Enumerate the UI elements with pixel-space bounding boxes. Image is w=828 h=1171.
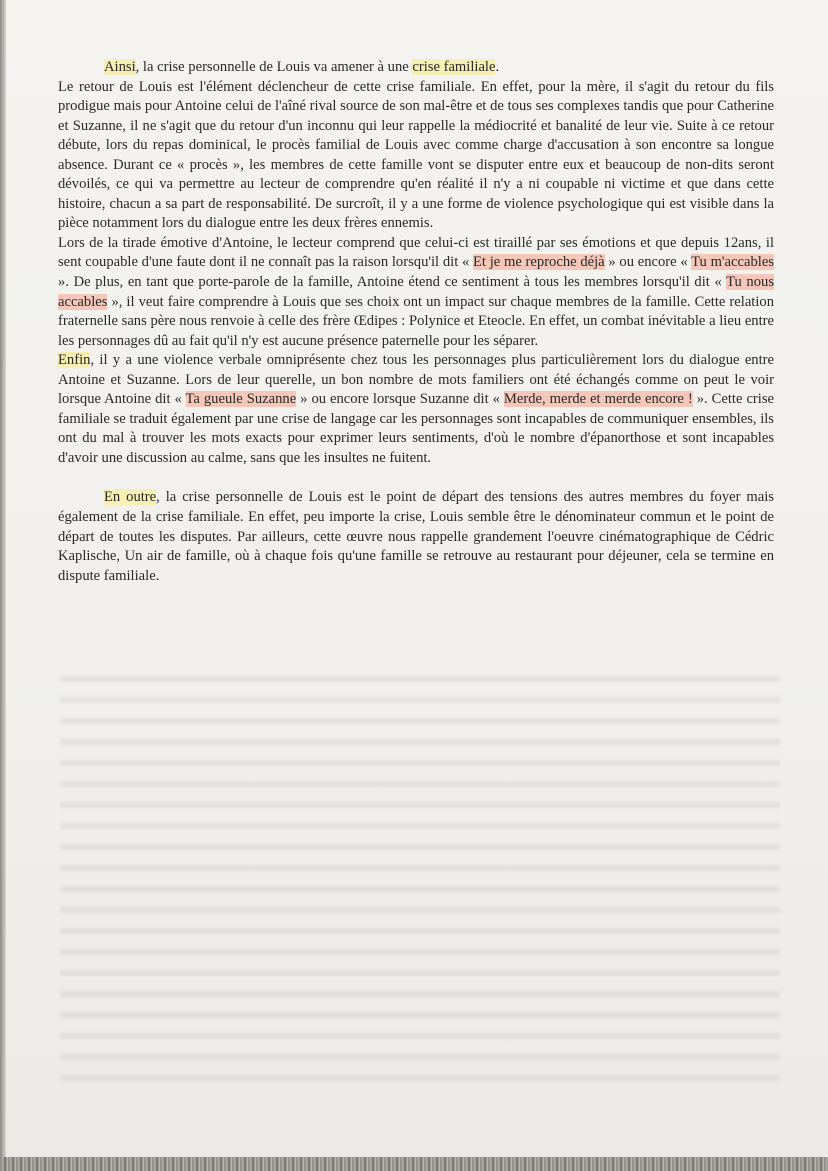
text-span: , la crise personnelle de Louis est le point de départ des tensions des autres membres du foyer mais également de la crise familiale. En effet, peu importe la crise, Louis semble être le dénominateur commun et le point de départ de toutes les disputes. Par ailleurs, cette œuvre nous rappelle grandement l'oeuvre cinématographique de Cédric Kaplische, Un air de famille, où à chaque fois qu'une famille se retrouve au restaurant pour déjeuner, cela se termine en dispute familiale. xyxy=(58,489,774,584)
highlight-quote: Tu m'accables xyxy=(691,254,774,271)
text-span: , il y a une violence verbale omniprésente chez tous les personnages plus particulièrement lors du dialogue entre Antoine et Suzanne. Lors de leur querelle, un bon nombre de mots familiers ont été échangés comme on peut le voir lorsque Antoine dit « xyxy=(58,352,774,408)
highlight-quote: Et je me reproche déjà xyxy=(473,254,605,271)
paragraph-1 xyxy=(58,78,774,234)
paragraph-5 xyxy=(58,488,774,586)
text-span: » ou encore « xyxy=(604,254,692,271)
text-span: ». De plus, en tant que porte-parole de la famille, Antoine étend ce sentiment à tous les membres lorsqu'il dit « xyxy=(58,274,727,291)
scan-bottom-edge xyxy=(0,1157,828,1171)
bleed-through-text xyxy=(60,676,780,1086)
highlight-quote: Tu nous accables xyxy=(58,274,775,310)
paragraph-2 xyxy=(58,234,774,351)
paragraph-3 xyxy=(58,351,774,468)
highlight-yellow: En outre xyxy=(104,489,157,506)
text-span: , la crise personnelle de Louis va amener à une xyxy=(135,59,413,75)
text-span: Le retour de Louis est l'élément déclencheur de cette crise familiale. En effet, pour la mère, il s'agit du retour du fils prodigue mais pour Antoine celui de l'aîné rival source de son mal-être et de tous ses complexes tandis que pour Catherine et Suzanne, il ne s'agit que du retour d'un inconnu qui leur rappelle la médiocrité et banalité de leur vie. Suite à ce retour débute, lors du repas dominical, le procès familial de Louis avec comme charge d'accusation à son encontre sa longue absence. Durant ce « procès », les membres de cette famille vont se disputer entre eux et beaucoup de non-dits seront dévoilés, ce qui va permettre au lecteur de comprendre qu'en réalité il n'y a ni coupable ni victime et que dans cette histoire, chacun a sa part de responsabilité. De surcroît, il y a une forme de violence psychologique qui est visible dans la pièce notamment lors du dialogue entre les deux frères ennemis. xyxy=(58,78,774,232)
text-span: » ou encore lorsque Suzanne dit « xyxy=(296,391,504,408)
scan-left-edge xyxy=(0,0,6,1171)
text-span: Lors de la tirade émotive d'Antoine, le lecteur comprend que celui-ci est tiraillé par ses émotions et que depuis 12ans, il sent coupable d'une faute dont il ne connaît pas la raison lorsqu'il dit « xyxy=(58,234,774,271)
highlight-yellow: Enfin xyxy=(58,352,91,369)
essay-body xyxy=(58,58,774,586)
paragraph-0 xyxy=(58,58,774,78)
highlight-quote: Merde, merde et merde encore ! xyxy=(503,391,693,408)
text-span: ». Cette crise familiale se traduit également par une crise de langage car les personnages sont incapables de communiquer ensembles, ils ont du mal à trouver les mots exacts pour exprimer leurs sentiments, d'où le nombre d'épanorthose et sont incapables d'avoir une discussion au calme, sans que les insultes ne fuitent. xyxy=(58,391,774,466)
highlight-yellow: crise familiale xyxy=(412,59,496,75)
highlight-yellow: Ainsi xyxy=(104,59,136,75)
text-span: », il veut faire comprendre à Louis que ses choix ont un impact sur chaque membres de la famille. Cette relation fraternelle sans père nous renvoie à celle des frère Œdipes : Polynice et Eteocle. En effet, un combat inévitable a lieu entre les personnages dû au fait qu'il n'y est aucune présence paternelle pour les séparer. xyxy=(58,293,774,349)
text-span: . xyxy=(495,59,500,75)
paragraph-gap xyxy=(58,468,774,488)
highlight-quote: Ta gueule Suzanne xyxy=(185,391,297,408)
